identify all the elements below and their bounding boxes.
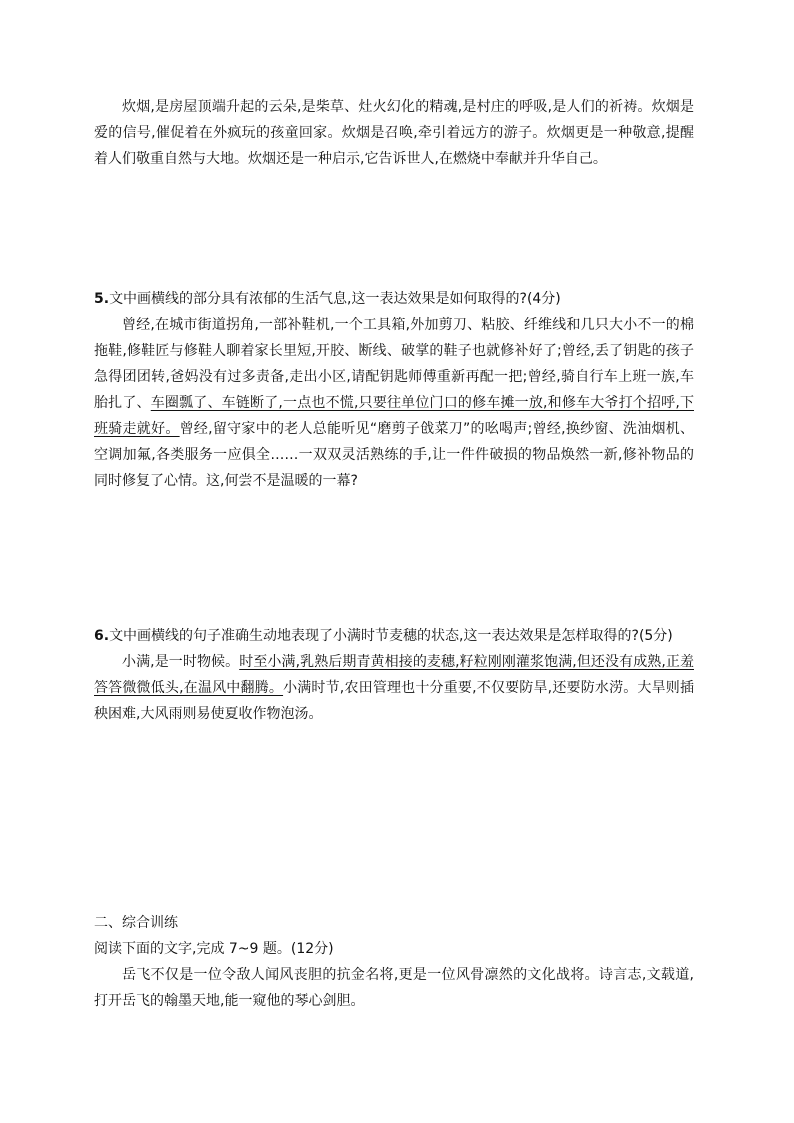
intro-passage [94,94,694,172]
question-5-prompt [94,286,694,312]
question-6-passage-after: 小满时节,农田管理也十分重要,不仅要防旱,还要防水涝。大旱则插秧困难,大风雨则易使夏收作物泡汤。 [94,680,694,722]
question-5 [94,286,694,494]
question-5-passage [94,312,694,494]
question-5-number: 5. [94,291,110,307]
section-2 [94,910,694,1014]
question-5-text: 文中画横线的部分具有浓郁的生活气息,这一表达效果是如何取得的?(4分) [109,291,561,307]
section-2-paragraph: 岳飞不仅是一位令敌人闻风丧胆的抗金名将,更是一位风骨凛然的文化战将。诗言志,文载道,打开岳飞的翰墨天地,能一窥他的琴心剑胆。 [94,967,694,1009]
question-6-text: 文中画横线的句子准确生动地表现了小满时节麦穗的状态,这一表达效果是怎样取得的?(5分) [109,628,673,644]
question-6-underlined-sentence: 时至小满,乳熟后期青黄相接的麦穗,籽粒刚刚灌浆饱满,但还没有成熟,正羞答答微微低头,在温风中翻腾。 [94,654,694,696]
section-2-heading: 二、综合训练 [94,915,178,931]
question-5-underlined-part: 车圈瓢了、车链断了,一点也不慌,只要往单位门口的修车摊一放,和修车大爷打个招呼,下班骑走就好。 [94,395,694,437]
question-5-passage-after: 曾经,留守家中的老人总能听见“磨剪子戗菜刀”的吆喝声;曾经,换纱窗、洗油烟机、空调加氟,各类服务一应俱全……一双双灵活熟练的手,让一件件破损的物品焕然一新,修补物品的同时修复了心情。这,何尝不是温暖的一幕? [94,421,695,489]
question-6-passage-before: 小满,是一时物候。 [122,654,240,670]
question-6-number: 6. [94,628,110,644]
section-2-instruction: 阅读下面的文字,完成 7~9 题。(12分) [94,941,334,957]
question-6 [94,623,694,727]
question-6-passage [94,649,694,727]
question-5-passage-before: 曾经,在城市街道拐角,一部补鞋机,一个工具箱,外加剪刀、粘胶、纤维线和几只大小不一的棉拖鞋,修鞋匠与修鞋人聊着家长里短,开胶、断线、破掌的鞋子也就修补好了;曾经,丢了钥匙的孩子急得团团转,爸妈没有过多责备,走出小区,请配钥匙师傅重新再配一把;曾经,骑自行车上班一族,车胎扎了、 [94,317,694,411]
question-6-prompt [94,623,694,649]
intro-paragraph: 炊烟,是房屋顶端升起的云朵,是柴草、灶火幻化的精魂,是村庄的呼吸,是人们的祈祷。炊烟是爱的信号,催促着在外疯玩的孩童回家。炊烟是召唤,牵引着远方的游子。炊烟更是一种敬意,提醒着人们敬重自然与大地。炊烟还是一种启示,它告诉世人,在燃烧中奉献并升华自己。 [94,99,694,167]
